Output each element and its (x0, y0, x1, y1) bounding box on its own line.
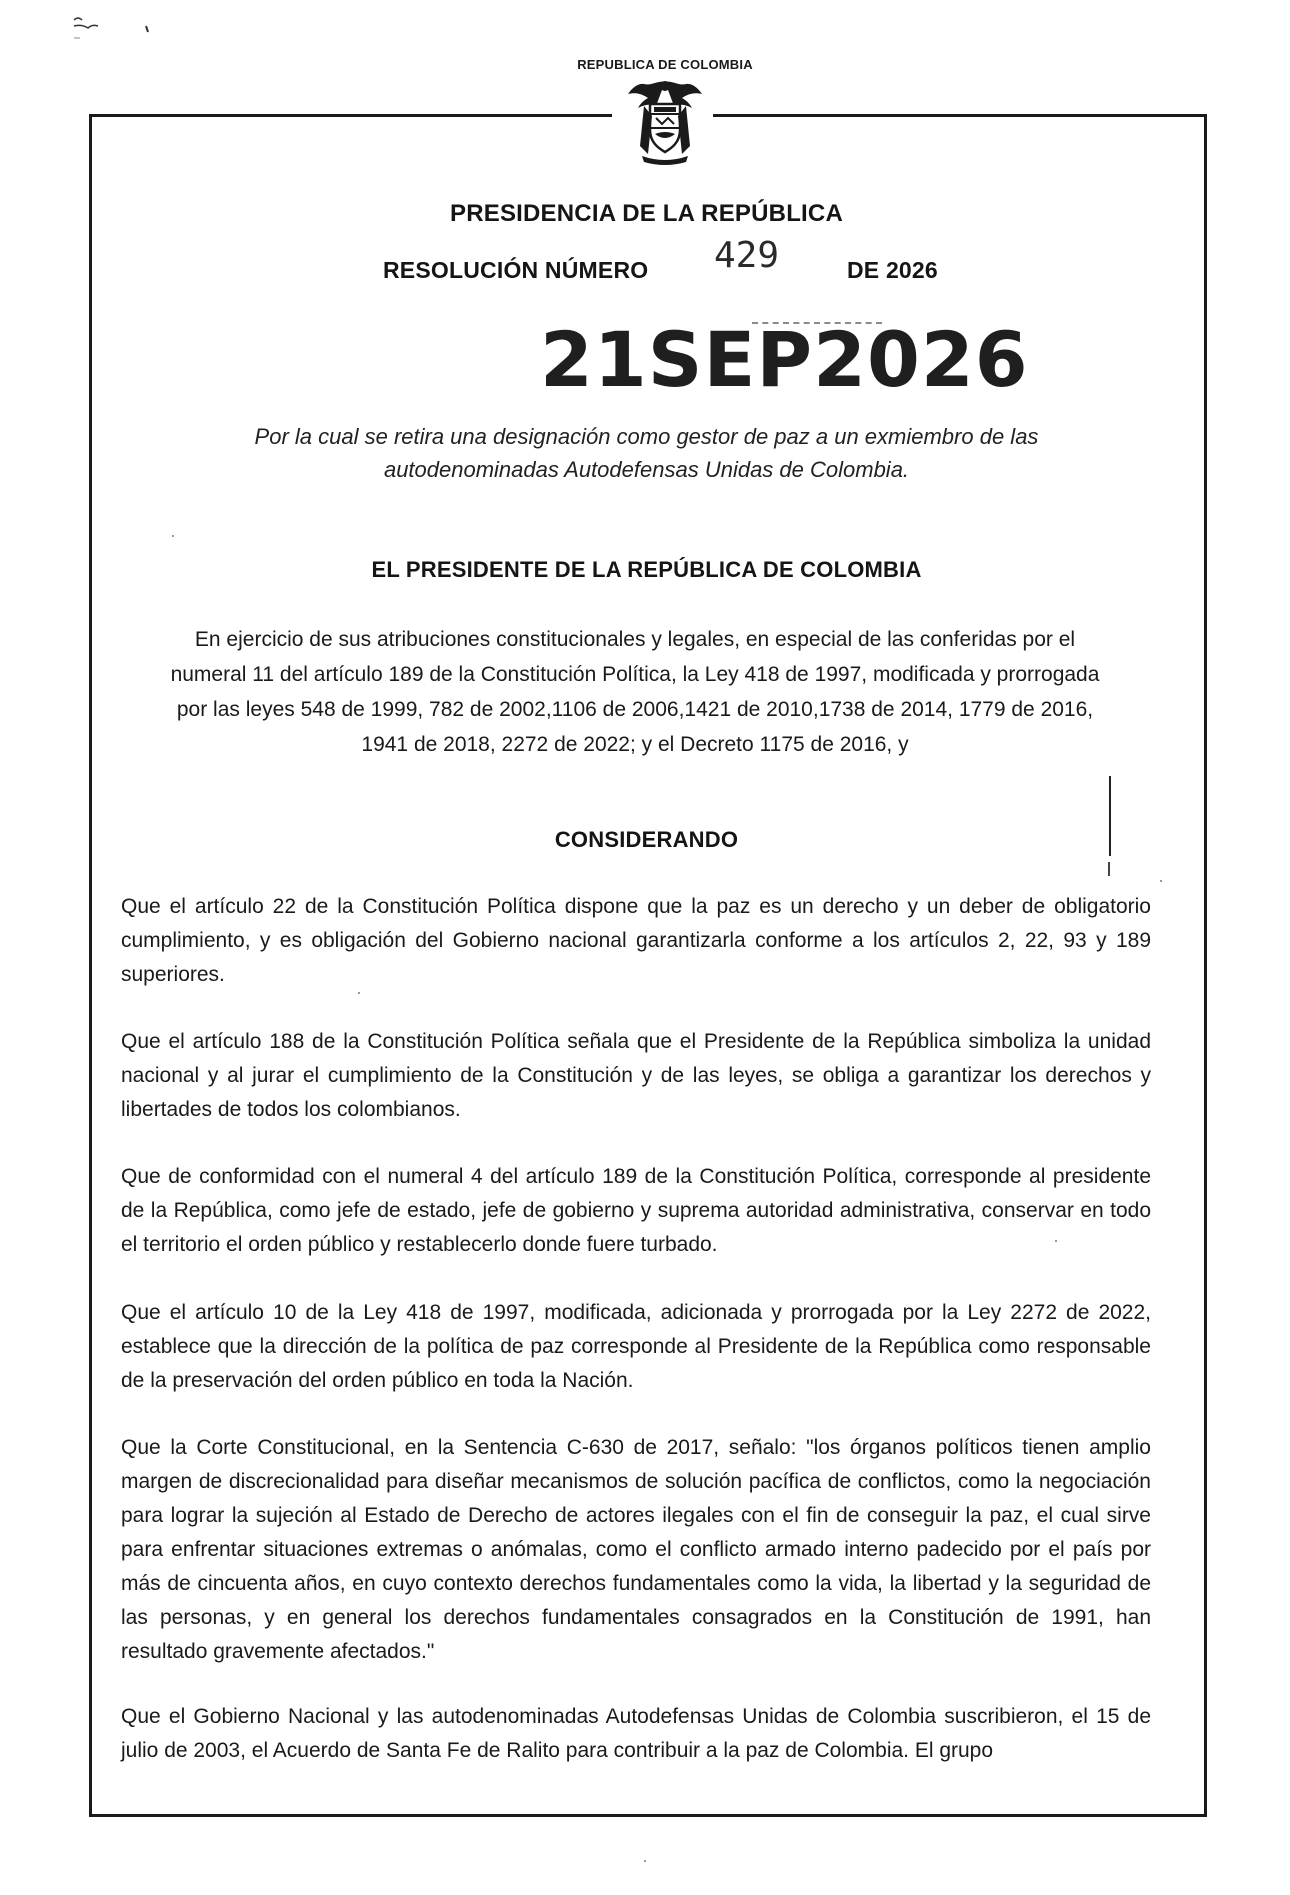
subject-line-2: autodenominadas Autodefensas Unidas de Colombia. (383, 457, 910, 482)
considering-heading: CONSIDERANDO (554, 827, 739, 852)
scan-speck (1055, 1240, 1057, 1242)
resolution-number: 429 (714, 235, 780, 276)
handwritten-mark (72, 12, 162, 44)
subject-line-1: Por la cual se retira una designación como gestor de paz a un exmiembro de las (254, 424, 1039, 449)
considerando-paragraph: Que la Corte Constitucional, en la Sentencia C-630 de 2017, señalo: "los órganos políticos tienen amplio margen de discrecionalidad para diseñar mecanismos de solución pacífica de conflictos, como la negociación para lograr la sujeción al Estado de Derecho de actores ilegales con el fin de conseguir la paz, el cual sirve para enfrentar situaciones extremas o anómalas, como el conflicto armado interno padecido por el país por más de cincuenta años, en cuyo contexto derechos fundamentales como la vida, la libertad y la seguridad de las personas, y en general los derechos fundamentales consagrados en la Constitución de 1991, han resultado gravemente afectados." (121, 1436, 1151, 1663)
coat-of-arms-icon (622, 76, 708, 166)
preamble-line-4: 1941 de 2018, 2272 de 2022; y el Decreto 1175 de 2016, y (361, 733, 909, 756)
scan-speck (358, 992, 360, 994)
preamble-line-2: numeral 11 del artículo 189 de la Constitución Política, la Ley 418 de 1997, modificada y prorrogada (170, 663, 1100, 686)
resolution-label: RESOLUCIÓN NÚMERO (383, 257, 649, 283)
resolution-year: DE 2026 (847, 257, 938, 283)
considerando-paragraph: Que el artículo 10 de la Ley 418 de 1997, modificada, adicionada y prorrogada por la Ley 2272 de 2022, establece que la dirección de la política de paz corresponde al Presidente de la República como responsable de la preservación del orden público en toda la Nación. (121, 1301, 1151, 1392)
preamble-line-3: por las leyes 548 de 1999, 782 de 2002,1106 de 2006,1421 de 2010,1738 de 2014, 1779 de 2016, (176, 698, 1094, 721)
considerando-paragraph: Que de conformidad con el numeral 4 del artículo 189 de la Constitución Política, corresponde al presidente de la República, como jefe de estado, jefe de gobierno y suprema autoridad administrativa, conservar en todo el territorio el orden público y restablecerlo donde fuere turbado. (121, 1165, 1151, 1256)
preamble-line-1: En ejercicio de sus atribuciones constitucionales y legales, en especial de las conferidas por el (194, 628, 1076, 651)
republic-label: REPUBLICA DE COLOMBIA (577, 57, 753, 72)
date-stamp: 21SEP2026 (540, 315, 1029, 404)
preamble (120, 622, 1150, 762)
authority-heading: EL PRESIDENTE DE LA REPÚBLICA DE COLOMBIA (371, 557, 922, 582)
considerando-paragraph: Que el artículo 22 de la Constitución Política dispone que la paz es un derecho y un deber de obligatorio cumplimiento, y es obligación del Gobierno nacional garantizarla conforme a los artículos 2, 22, 93 y 189 superiores. (121, 895, 1151, 986)
considerando-paragraph: Que el artículo 188 de la Constitución Política señala que el Presidente de la República simboliza la unidad nacional y al jurar el cumplimiento de la Constitución y de las leyes, se obliga a garantizar los derechos y libertades de todos los colombianos. (121, 1030, 1151, 1121)
scan-speck (644, 1860, 646, 1862)
margin-mark (1108, 862, 1110, 876)
presidency-title: PRESIDENCIA DE LA REPÚBLICA (450, 200, 843, 227)
resolution-subject (89, 420, 1204, 486)
scan-speck (172, 535, 174, 537)
scan-speck (1160, 880, 1162, 882)
considerando-paragraph: Que el Gobierno Nacional y las autodenominadas Autodefensas Unidas de Colombia suscribieron, el 15 de julio de 2003, el Acuerdo de Santa Fe de Ralito para contribuir a la paz de Colombia. El grupo (121, 1705, 1151, 1762)
